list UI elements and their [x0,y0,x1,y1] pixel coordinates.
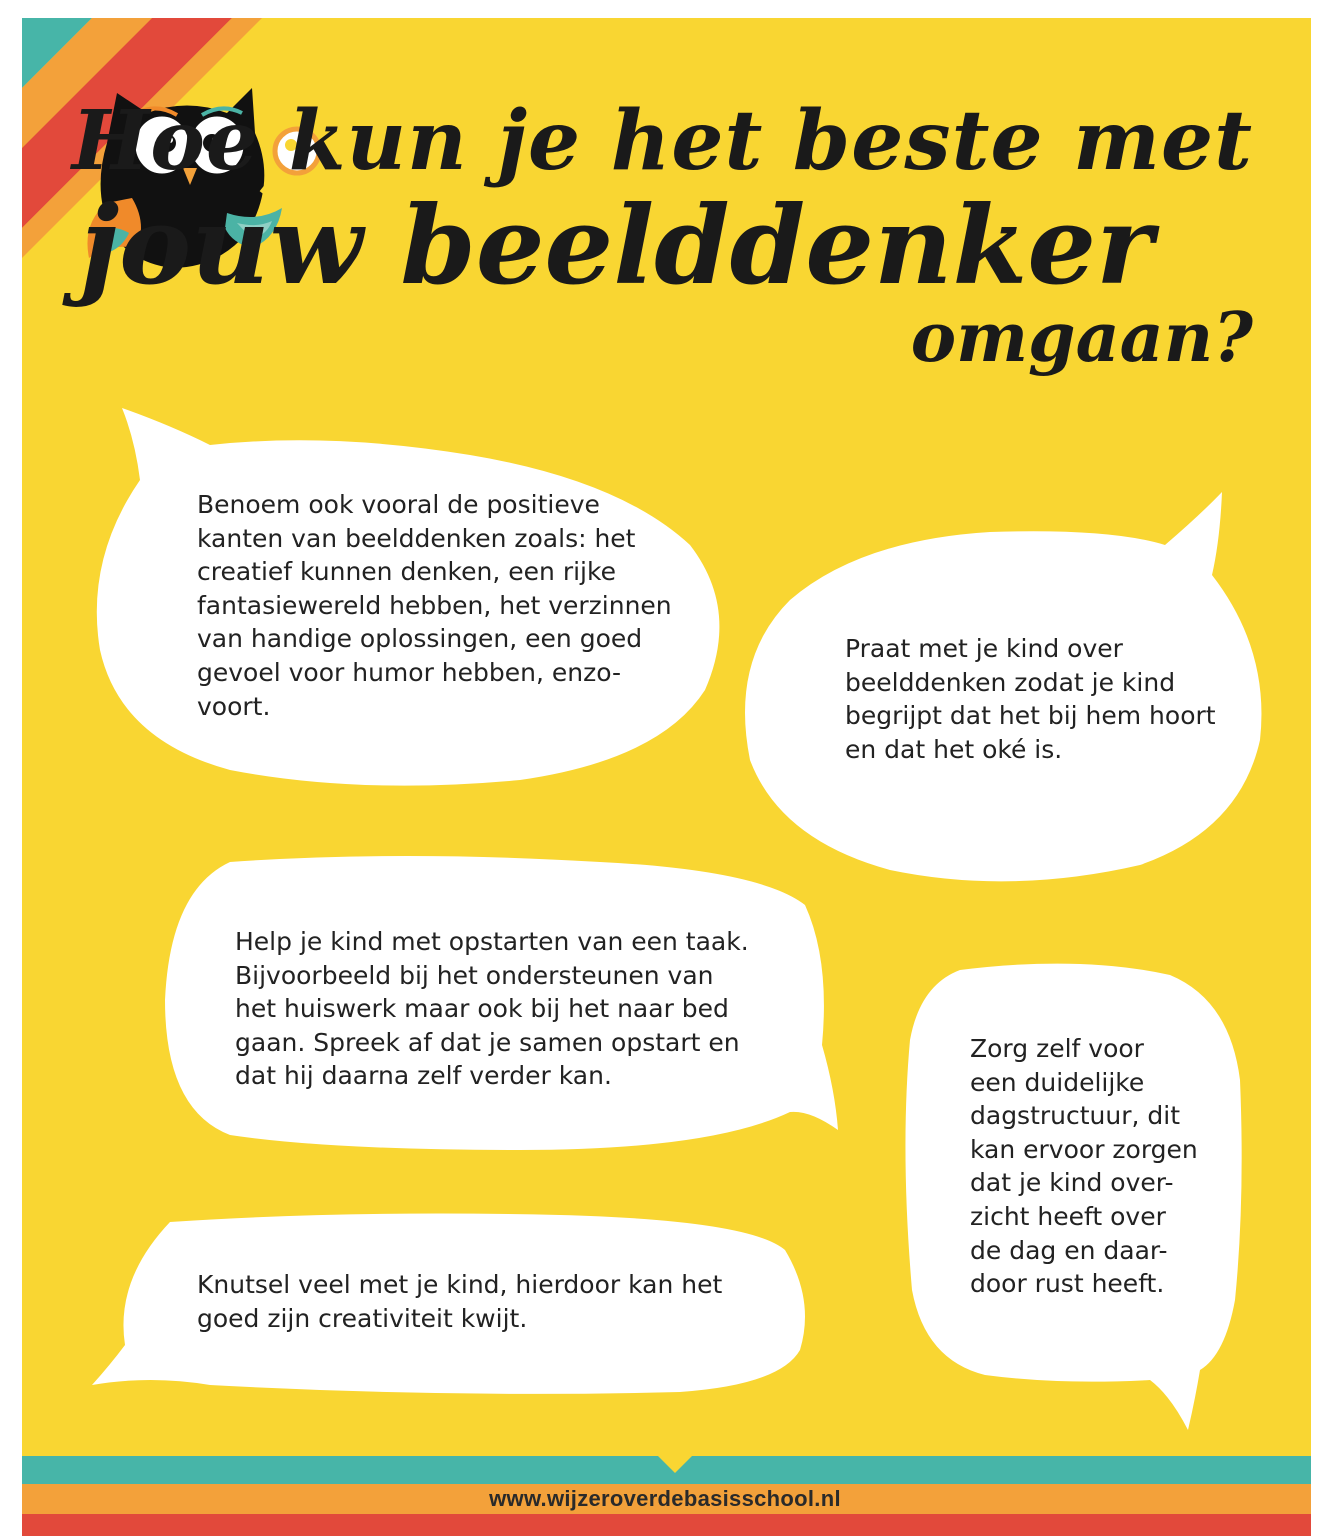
title-line-2: jouw beelddenker [80,183,1153,310]
tip-2-line: beelddenken zodat je kind [845,667,1176,697]
tip-4-line: door rust heeft. [970,1269,1165,1299]
title-line-1: Hoe kun je het beste met [71,93,1253,189]
tip-1-line: voort. [197,691,271,721]
tip-4-line: dagstructuur, dit [970,1101,1181,1131]
tip-3-text [235,925,749,1093]
tip-4-text [970,1032,1198,1301]
title-line-3: omgaan? [910,298,1253,379]
tip-2-text [845,632,1216,766]
tip-4-line: de dag en daar- [970,1235,1168,1265]
tip-1-line: Benoem ook vooral de positieve [197,490,600,519]
tip-4-line: Zorg zelf voor [970,1034,1144,1063]
tip-4-line: zicht heeft over [970,1201,1166,1231]
tip-3-line: gaan. Spreek af dat je samen opstart en [235,1027,740,1057]
tip-1-line: gevoel voor humor hebben, enzo- [197,657,621,687]
tip-1-line: creatief kunnen denken, een rijke [197,557,616,587]
tip-2-line: begrijpt dat het bij hem hoort [845,701,1216,731]
footer-stripe-red [22,1514,1311,1536]
tip-4-line: kan ervoor zorgen [970,1134,1198,1164]
tip-1-line: van handige oplossingen, een goed [197,624,643,654]
tip-1-line: kanten van beelddenken zoals: het [197,523,636,553]
tip-1-text [197,488,672,723]
tip-1-line: fantasiewereld hebben, het verzinnen [197,590,672,620]
footer-notch [658,1456,692,1473]
tip-5-line: goed zijn creativiteit kwijt. [197,1303,528,1333]
footer-url-link[interactable]: www.wijzeroverdebasisschool.nl [489,1486,841,1511]
tip-4-line: een duidelijke [970,1067,1145,1097]
tip-3-line: Bijvoorbeeld bij het ondersteunen van [235,960,714,990]
tip-4-line: dat je kind over- [970,1168,1174,1198]
tip-3-line: dat hij daarna zelf verder kan. [235,1061,612,1091]
tip-2-line: Praat met je kind over [845,634,1123,663]
tip-5-text [197,1268,722,1335]
tip-2-line: en dat het oké is. [845,734,1063,764]
tip-5-line: Knutsel veel met je kind, hierdoor kan het [197,1270,723,1299]
tip-3-line: het huiswerk maar ook bij het naar bed [235,994,729,1024]
tip-3-line: Help je kind met opstarten van een taak. [235,927,749,956]
